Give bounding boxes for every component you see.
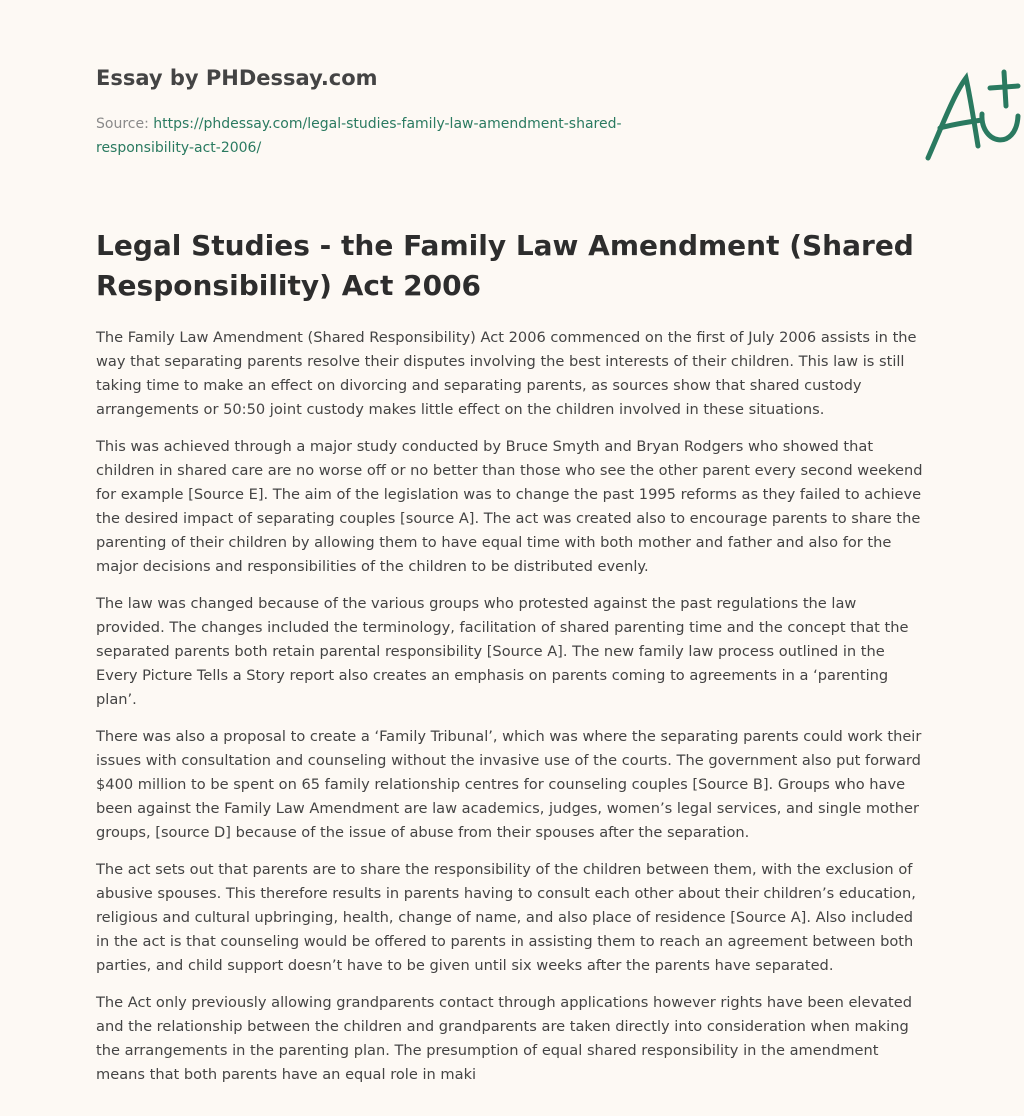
paragraph: This was achieved through a major study conducted by Bruce Smyth and Bryan Rodgers who showed that children in shared care are no worse off or no better than those who see the other parent every second weekend for example [Source E]. The aim of the legislation was to change the past 1995 reforms as they failed to achieve the desired impact of separating couples [source A]. The act was created also to encourage parents to share the parenting of their children by allowing them to have equal time with both mother and father and also for the major decisions and responsibilities of the children to be distributed evenly. [96,438,923,575]
site-brand: Essay by PHDessay.com [96,66,378,90]
a-plus-logo-icon [920,66,1024,166]
source-label: Source: [96,116,149,132]
paragraph: The law was changed because of the various groups who protested against the past regulations the law provided. The changes included the terminology, facilitation of shared parenting time and the concept that the separated parents both retain parental responsibility [Source A]. The new family law process outlined in the Every Picture Tells a Story report also creates an emphasis on parents coming to agreements in a ‘parenting plan’. [96,595,909,708]
paragraph: There was also a proposal to create a ‘Family Tribunal’, which was where the separating parents could work their issues with consultation and counseling without the invasive use of the courts. The government also put forward $400 million to be spent on 65 family relationship centres for counseling couples [Source B]. Groups who have been against the Family Law Amendment are law academics, judges, women’s legal services, and single mother groups, [source D] because of the issue of abuse from their spouses after the separation. [96,728,922,841]
paragraph: The act sets out that parents are to share the responsibility of the children between them, with the exclusion of abusive spouses. This therefore results in parents having to consult each other about their children’s education, religious and cultural upbringing, health, change of name, and also place of residence [Source A]. Also included in the act is that counseling would be offered to parents in assisting them to reach an agreement between both parties, and child support doesn’t have to be given until six weeks after the parents have separated. [96,861,916,974]
paragraph: The Family Law Amendment (Shared Responsibility) Act 2006 commenced on the first of July 2006 assists in the way that separating parents resolve their disputes involving the best interests of their children. This law is still taking time to make an effect on divorcing and separating parents, as sources show that shared custody arrangements or 50:50 joint custody makes little effect on the children involved in these situations. [96,329,917,418]
article-body [96,326,928,1100]
paragraph: The Act only previously allowing grandparents contact through applications however rights have been elevated and the relationship between the children and grandparents are taken directly into consideration when making the arrangements in the parenting plan. The presumption of equal shared responsibility in the amendment means that both parents have an equal role in maki [96,994,913,1083]
source-link[interactable]: https://phdessay.com/legal-studies-family-law-amendment-shared-responsibility-act-2006/ [96,116,622,156]
source-line [96,112,696,160]
article-title: Legal Studies - the Family Law Amendment (Shared Responsibility) Act 2006 [96,229,914,302]
